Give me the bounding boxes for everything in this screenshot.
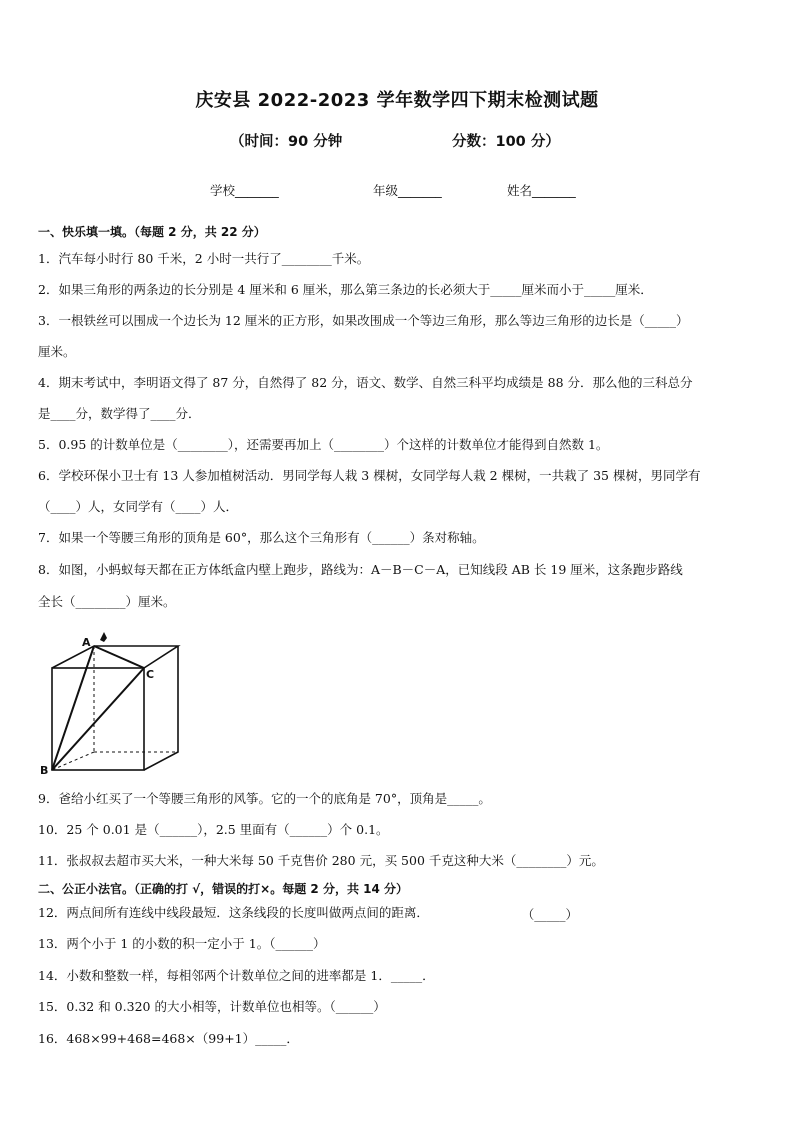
path-segment-ca [94, 646, 144, 668]
vertex-label-c: C [146, 668, 155, 681]
path-segment-bc [52, 668, 144, 770]
question-4-line-2: 是____分，数学得了____分． [38, 406, 201, 421]
section-heading-fill-blank: 一、快乐填一填。（每题 2 分，共 22 分） [38, 225, 266, 239]
vertex-label-a: A [82, 636, 91, 649]
cube-figure [38, 628, 188, 778]
page-title: 庆安县 2022-2023 学年数学四下期末检测试题 [195, 90, 599, 111]
section-heading-true-false: 二、公正小法官。（正确的打 √，错误的打×。每题 2 分，共 14 分） [38, 882, 408, 896]
question-7: 7．如果一个等腰三角形的顶角是 60°，那么这个三角形有（______）条对称轴。 [38, 530, 485, 545]
question-10: 10．25 个 0.01 是（______），2.5 里面有（______）个 0.1。 [38, 822, 389, 837]
time-limit: （时间：90 分钟 [230, 134, 343, 150]
question-4-line-1: 4．期末考试中，李明语文得了 87 分，自然得了 82 分，语文、数学、自然三科平均成绩是 88 分．那么他的三科总分 [38, 375, 693, 390]
school-field[interactable]: 学校_______ [210, 183, 279, 198]
question-15: 15．0.32 和 0.320 的大小相等，计数单位也相等。（______） [38, 999, 386, 1014]
cube-hidden-bottom-edges [52, 752, 178, 770]
grade-field[interactable]: 年级_______ [373, 183, 442, 198]
question-5: 5．0.95 的计数单位是（________），还需要再加上（________）个这样的计数单位才能得到自然数 1。 [38, 437, 609, 452]
question-2: 2．如果三角形的两条边的长分别是 4 厘米和 6 厘米，那么第三条边的长必须大于_____厘米而小于_____厘米． [38, 282, 653, 297]
vertex-label-b: B [40, 764, 49, 777]
question-6-line-2: （____）人，女同学有（____）人． [38, 499, 239, 514]
question-11: 11．张叔叔去超市买大米，一种大米每 50 千克售价 280 元，买 500 千克这种大米（________）元。 [38, 853, 604, 868]
question-8-line-2: 全长（________）厘米。 [38, 594, 176, 609]
question-12-answer-blank[interactable]: （_____） [521, 907, 578, 922]
total-score: 分数：100 分） [452, 134, 560, 150]
cube-top-edges [52, 646, 178, 668]
question-9: 9．爸给小红买了一个等腰三角形的风筝。它的一个的底角是 70°，顶角是_____。 [38, 791, 491, 806]
name-field[interactable]: 姓名_______ [507, 183, 576, 198]
question-12: 12．两点间所有连线中线段最短．这条线段的长度叫做两点间的距离． [38, 905, 429, 920]
question-3-line-2: 厘米。 [38, 344, 76, 359]
question-16: 16．468×99+468=468×（99+1）_____． [38, 1031, 299, 1046]
ant-icon [100, 632, 107, 642]
question-13: 13．两个小于 1 的小数的积一定小于 1。（______） [38, 936, 326, 951]
question-14: 14．小数和整数一样，每相邻两个计数单位之间的进率都是 1．_____． [38, 968, 435, 983]
question-1: 1．汽车每小时行 80 千米，2 小时一共行了________千米。 [38, 251, 370, 266]
question-3-line-1: 3．一根铁丝可以围成一个边长为 12 厘米的正方形，如果改围成一个等边三角形，那么等边三角形的边长是（_____） [38, 313, 689, 328]
question-6-line-1: 6．学校环保小卫士有 13 人参加植树活动．男同学每人栽 3 棵树，女同学每人栽 2 棵树，一共栽了 35 棵树，男同学有 [38, 468, 701, 483]
question-8-line-1: 8．如图，小蚂蚁每天都在正方体纸盒内壁上跑步，路线为：A－B－C－A，已知线段 AB 长 19 厘米，这条跑步路线 [38, 562, 683, 577]
